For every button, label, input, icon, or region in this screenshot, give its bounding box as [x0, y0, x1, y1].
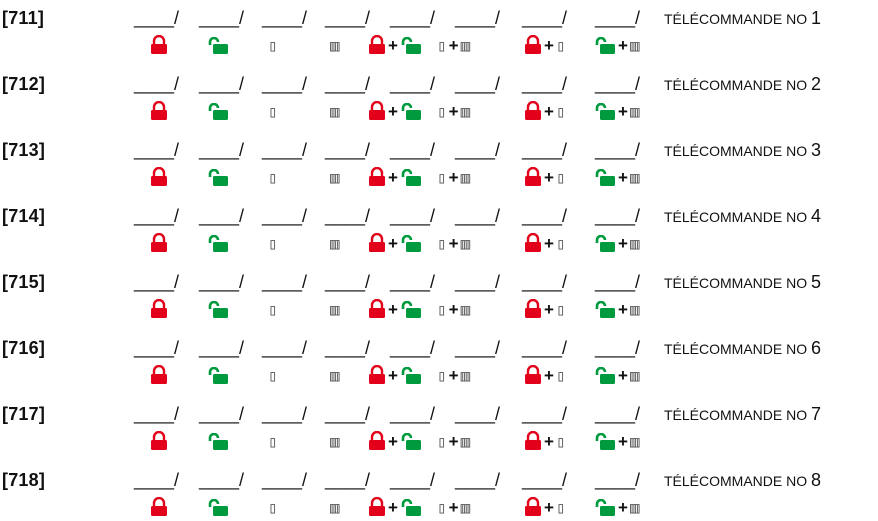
single-bar-icon: ▯	[268, 366, 278, 385]
double-bar-icon: ▥	[330, 498, 340, 517]
remote-label-text: TÉLÉCOMMANDE NO	[664, 11, 808, 27]
section-code: [715]	[2, 272, 46, 292]
single-bar-icon: ▯	[555, 168, 566, 187]
button-combo-7	[524, 166, 566, 186]
single-bar-icon: ▯	[555, 36, 566, 55]
unlock-icon	[594, 37, 616, 54]
remote-row	[0, 206, 878, 256]
unlock-icon	[207, 499, 229, 516]
entry-blank[interactable]: ____/	[522, 206, 568, 226]
plus-sign: +	[544, 36, 554, 55]
double-bar-icon: ▥	[330, 36, 340, 55]
button-combo-7	[524, 430, 566, 450]
remote-number: 5	[811, 272, 822, 292]
section-code: [712]	[2, 74, 46, 94]
plus-sign: +	[388, 498, 398, 517]
single-bar-icon: ▯	[437, 300, 447, 319]
entry-blank[interactable]: ____/	[595, 140, 641, 160]
button-combo-2	[207, 430, 229, 450]
button-combo-5	[368, 364, 422, 384]
button-combo-6	[437, 34, 470, 54]
entry-blank[interactable]: ____/	[199, 206, 245, 226]
section-code: [716]	[2, 338, 46, 358]
double-bar-icon: ▥	[629, 168, 640, 187]
entry-blank[interactable]: ____/	[134, 74, 180, 94]
button-combo-1	[150, 430, 168, 450]
button-combo-8	[594, 364, 640, 384]
double-bar-icon: ▥	[629, 234, 640, 253]
entry-blank[interactable]: ____/	[390, 140, 436, 160]
entry-blank[interactable]: ____/	[262, 206, 308, 226]
button-combo-8	[594, 100, 640, 120]
entry-blank[interactable]: ____/	[390, 206, 436, 226]
section-code: [714]	[2, 206, 46, 226]
plus-sign: +	[388, 432, 398, 451]
button-combo-3	[268, 232, 278, 252]
plus-sign: +	[544, 498, 554, 517]
lock-icon	[150, 35, 168, 54]
button-combo-6	[437, 100, 470, 120]
entry-blank[interactable]: ____/	[522, 470, 568, 490]
lock-icon	[368, 167, 386, 186]
remote-row	[0, 404, 878, 454]
button-combo-8	[594, 430, 640, 450]
unlock-icon	[207, 301, 229, 318]
button-combo-6	[437, 364, 470, 384]
button-combo-2	[207, 496, 229, 516]
plus-sign: +	[544, 300, 554, 319]
button-combo-2	[207, 100, 229, 120]
entry-blank[interactable]: ____/	[390, 404, 436, 424]
single-bar-icon: ▯	[437, 102, 447, 121]
entry-blank[interactable]: ____/	[199, 470, 245, 490]
lock-icon	[524, 497, 542, 516]
plus-sign: +	[448, 300, 459, 319]
section-code: [713]	[2, 140, 46, 160]
button-combo-1	[150, 100, 168, 120]
button-combo-5	[368, 100, 422, 120]
button-combo-5	[368, 298, 422, 318]
single-bar-icon: ▯	[555, 102, 566, 121]
entry-blank[interactable]: ____/	[134, 8, 180, 28]
entry-blank[interactable]: ____/	[262, 404, 308, 424]
double-bar-icon: ▥	[460, 300, 471, 319]
entry-blank[interactable]: ____/	[455, 404, 501, 424]
double-bar-icon: ▥	[629, 432, 640, 451]
single-bar-icon: ▯	[437, 234, 447, 253]
plus-sign: +	[388, 300, 398, 319]
single-bar-icon: ▯	[555, 432, 566, 451]
single-bar-icon: ▯	[268, 36, 278, 55]
double-bar-icon: ▥	[629, 498, 640, 517]
unlock-icon	[207, 433, 229, 450]
entry-blank[interactable]: ____/	[595, 206, 641, 226]
single-bar-icon: ▯	[437, 36, 447, 55]
double-bar-icon: ▥	[460, 36, 471, 55]
lock-icon	[368, 35, 386, 54]
unlock-icon	[594, 235, 616, 252]
single-bar-icon: ▯	[268, 300, 278, 319]
remote-number: 7	[811, 404, 822, 424]
remote-label	[664, 140, 821, 161]
entry-blank[interactable]: ____/	[325, 404, 371, 424]
button-combo-5	[368, 166, 422, 186]
remote-number: 4	[811, 206, 822, 226]
entry-blank[interactable]: ____/	[134, 470, 180, 490]
button-combo-6	[437, 166, 470, 186]
button-combo-8	[594, 496, 640, 516]
entry-blank[interactable]: ____/	[455, 338, 501, 358]
single-bar-icon: ▯	[268, 102, 278, 121]
remote-label-text: TÉLÉCOMMANDE NO	[664, 407, 808, 423]
button-combo-5	[368, 34, 422, 54]
lock-icon	[524, 233, 542, 252]
lock-icon	[368, 101, 386, 120]
button-combo-5	[368, 232, 422, 252]
entry-blank[interactable]: ____/	[390, 74, 436, 94]
button-combo-7	[524, 232, 566, 252]
remote-label	[664, 470, 821, 491]
unlock-icon	[594, 103, 616, 120]
entry-blank[interactable]: ____/	[325, 8, 371, 28]
double-bar-icon: ▥	[629, 102, 640, 121]
entry-blank[interactable]: ____/	[134, 272, 180, 292]
double-bar-icon: ▥	[629, 36, 640, 55]
remote-label	[664, 272, 821, 293]
button-combo-3	[268, 298, 278, 318]
remote-number: 2	[811, 74, 822, 94]
section-code: [711]	[2, 8, 45, 28]
button-combo-8	[594, 232, 640, 252]
lock-icon	[524, 365, 542, 384]
entry-blank[interactable]: ____/	[455, 140, 501, 160]
remote-label	[664, 74, 821, 95]
plus-sign: +	[388, 234, 398, 253]
entry-blank[interactable]: ____/	[262, 338, 308, 358]
button-combo-3	[268, 364, 278, 384]
lock-icon	[150, 101, 168, 120]
button-combo-4	[330, 100, 340, 120]
entry-blank[interactable]: ____/	[325, 470, 371, 490]
plus-sign: +	[388, 366, 398, 385]
remote-label	[664, 206, 821, 227]
entry-blank[interactable]: ____/	[522, 272, 568, 292]
remote-row	[0, 470, 878, 520]
entry-blank[interactable]: ____/	[199, 8, 245, 28]
entry-blank[interactable]: ____/	[595, 404, 641, 424]
button-combo-2	[207, 34, 229, 54]
plus-sign: +	[618, 498, 628, 517]
plus-sign: +	[544, 366, 554, 385]
button-combo-6	[437, 232, 470, 252]
entry-blank[interactable]: ____/	[134, 140, 180, 160]
double-bar-icon: ▥	[330, 234, 340, 253]
single-bar-icon: ▯	[268, 498, 278, 517]
unlock-icon	[400, 235, 422, 252]
lock-icon	[150, 497, 168, 516]
plus-sign: +	[544, 102, 554, 121]
lock-icon	[524, 299, 542, 318]
button-combo-4	[330, 298, 340, 318]
entry-blank[interactable]: ____/	[134, 404, 180, 424]
plus-sign: +	[448, 102, 459, 121]
remote-row	[0, 272, 878, 322]
unlock-icon	[400, 37, 422, 54]
entry-blank[interactable]: ____/	[199, 140, 245, 160]
entry-blank[interactable]: ____/	[199, 404, 245, 424]
entry-blank[interactable]: ____/	[390, 338, 436, 358]
button-combo-7	[524, 298, 566, 318]
unlock-icon	[400, 499, 422, 516]
entry-blank[interactable]: ____/	[325, 140, 371, 160]
entry-blank[interactable]: ____/	[134, 338, 180, 358]
entry-blank[interactable]: ____/	[522, 74, 568, 94]
remote-label-text: TÉLÉCOMMANDE NO	[664, 341, 808, 357]
lock-icon	[368, 299, 386, 318]
double-bar-icon: ▥	[330, 300, 340, 319]
button-combo-2	[207, 232, 229, 252]
entry-blank[interactable]: ____/	[522, 140, 568, 160]
entry-blank[interactable]: ____/	[522, 338, 568, 358]
single-bar-icon: ▯	[437, 432, 447, 451]
button-combo-2	[207, 364, 229, 384]
entry-blank[interactable]: ____/	[262, 272, 308, 292]
entry-blank[interactable]: ____/	[262, 470, 308, 490]
entry-blank[interactable]: ____/	[262, 140, 308, 160]
plus-sign: +	[388, 168, 398, 187]
entry-blank[interactable]: ____/	[325, 272, 371, 292]
remote-label-text: TÉLÉCOMMANDE NO	[664, 209, 808, 225]
button-combo-3	[268, 100, 278, 120]
lock-icon	[150, 431, 168, 450]
section-code: [718]	[2, 470, 46, 490]
single-bar-icon: ▯	[268, 168, 278, 187]
lock-icon	[150, 233, 168, 252]
button-combo-1	[150, 364, 168, 384]
button-combo-6	[437, 496, 470, 516]
unlock-icon	[207, 235, 229, 252]
single-bar-icon: ▯	[437, 366, 447, 385]
plus-sign: +	[618, 168, 628, 187]
single-bar-icon: ▯	[555, 366, 566, 385]
entry-blank[interactable]: ____/	[199, 272, 245, 292]
lock-icon	[368, 233, 386, 252]
double-bar-icon: ▥	[330, 168, 340, 187]
button-combo-3	[268, 166, 278, 186]
entry-blank[interactable]: ____/	[522, 404, 568, 424]
unlock-icon	[207, 37, 229, 54]
double-bar-icon: ▥	[460, 498, 471, 517]
double-bar-icon: ▥	[330, 432, 340, 451]
entry-blank[interactable]: ____/	[595, 74, 641, 94]
double-bar-icon: ▥	[330, 102, 340, 121]
unlock-icon	[594, 367, 616, 384]
entry-blank[interactable]: ____/	[134, 206, 180, 226]
lock-icon	[150, 365, 168, 384]
remote-row	[0, 338, 878, 388]
single-bar-icon: ▯	[268, 432, 278, 451]
plus-sign: +	[618, 300, 628, 319]
button-combo-5	[368, 496, 422, 516]
double-bar-icon: ▥	[629, 300, 640, 319]
entry-blank[interactable]: ____/	[390, 272, 436, 292]
entry-blank[interactable]: ____/	[262, 8, 308, 28]
button-combo-1	[150, 298, 168, 318]
remote-row	[0, 74, 878, 124]
entry-blank[interactable]: ____/	[455, 470, 501, 490]
entry-blank[interactable]: ____/	[455, 272, 501, 292]
button-combo-1	[150, 166, 168, 186]
entry-blank[interactable]: ____/	[325, 74, 371, 94]
single-bar-icon: ▯	[555, 234, 566, 253]
remote-number: 1	[811, 8, 822, 28]
lock-icon	[524, 35, 542, 54]
entry-blank[interactable]: ____/	[262, 74, 308, 94]
button-combo-1	[150, 232, 168, 252]
single-bar-icon: ▯	[555, 498, 566, 517]
button-combo-4	[330, 166, 340, 186]
double-bar-icon: ▥	[460, 366, 471, 385]
lock-icon	[368, 497, 386, 516]
unlock-icon	[594, 169, 616, 186]
single-bar-icon: ▯	[268, 234, 278, 253]
single-bar-icon: ▯	[555, 300, 566, 319]
plus-sign: +	[544, 168, 554, 187]
lock-icon	[524, 101, 542, 120]
unlock-icon	[400, 301, 422, 318]
button-combo-4	[330, 430, 340, 450]
plus-sign: +	[448, 168, 459, 187]
lock-icon	[368, 431, 386, 450]
plus-sign: +	[448, 36, 459, 55]
button-combo-4	[330, 34, 340, 54]
plus-sign: +	[618, 432, 628, 451]
entry-blank[interactable]: ____/	[595, 8, 641, 28]
button-combo-6	[437, 430, 470, 450]
button-combo-3	[268, 430, 278, 450]
button-combo-7	[524, 100, 566, 120]
plus-sign: +	[544, 234, 554, 253]
entry-blank[interactable]: ____/	[522, 8, 568, 28]
double-bar-icon: ▥	[330, 366, 340, 385]
remote-label-text: TÉLÉCOMMANDE NO	[664, 275, 808, 291]
double-bar-icon: ▥	[460, 168, 471, 187]
unlock-icon	[400, 103, 422, 120]
single-bar-icon: ▯	[437, 498, 447, 517]
remote-row	[0, 140, 878, 190]
lock-icon	[524, 167, 542, 186]
button-combo-3	[268, 496, 278, 516]
unlock-icon	[207, 103, 229, 120]
double-bar-icon: ▥	[460, 234, 471, 253]
plus-sign: +	[448, 234, 459, 253]
remote-label-text: TÉLÉCOMMANDE NO	[664, 143, 808, 159]
lock-icon	[150, 299, 168, 318]
button-combo-4	[330, 496, 340, 516]
remote-number: 6	[811, 338, 822, 358]
button-combo-2	[207, 166, 229, 186]
entry-blank[interactable]: ____/	[455, 206, 501, 226]
button-combo-6	[437, 298, 470, 318]
double-bar-icon: ▥	[629, 366, 640, 385]
button-combo-1	[150, 496, 168, 516]
remote-row	[0, 8, 878, 58]
entry-blank[interactable]: ____/	[455, 74, 501, 94]
entry-blank[interactable]: ____/	[595, 470, 641, 490]
remote-label-text: TÉLÉCOMMANDE NO	[664, 473, 808, 489]
plus-sign: +	[388, 102, 398, 121]
remote-label	[664, 338, 821, 359]
plus-sign: +	[448, 366, 459, 385]
button-combo-3	[268, 34, 278, 54]
entry-blank[interactable]: ____/	[595, 272, 641, 292]
unlock-icon	[594, 301, 616, 318]
entry-blank[interactable]: ____/	[325, 206, 371, 226]
button-combo-2	[207, 298, 229, 318]
double-bar-icon: ▥	[460, 432, 471, 451]
remote-label	[664, 8, 821, 29]
entry-blank[interactable]: ____/	[595, 338, 641, 358]
entry-blank[interactable]: ____/	[199, 74, 245, 94]
single-bar-icon: ▯	[437, 168, 447, 187]
lock-icon	[524, 431, 542, 450]
unlock-icon	[594, 433, 616, 450]
button-combo-8	[594, 166, 640, 186]
unlock-icon	[594, 499, 616, 516]
entry-blank[interactable]: ____/	[455, 8, 501, 28]
button-combo-8	[594, 298, 640, 318]
lock-icon	[150, 167, 168, 186]
entry-blank[interactable]: ____/	[390, 8, 436, 28]
plus-sign: +	[618, 234, 628, 253]
remote-number: 3	[811, 140, 822, 160]
double-bar-icon: ▥	[460, 102, 471, 121]
plus-sign: +	[618, 36, 628, 55]
button-combo-1	[150, 34, 168, 54]
remote-label-text: TÉLÉCOMMANDE NO	[664, 77, 808, 93]
unlock-icon	[207, 169, 229, 186]
unlock-icon	[400, 169, 422, 186]
plus-sign: +	[448, 432, 459, 451]
unlock-icon	[207, 367, 229, 384]
unlock-icon	[400, 367, 422, 384]
plus-sign: +	[618, 102, 628, 121]
button-combo-4	[330, 364, 340, 384]
button-combo-4	[330, 232, 340, 252]
remote-number: 8	[811, 470, 822, 490]
plus-sign: +	[448, 498, 459, 517]
button-combo-5	[368, 430, 422, 450]
button-combo-7	[524, 364, 566, 384]
button-combo-8	[594, 34, 640, 54]
plus-sign: +	[388, 36, 398, 55]
plus-sign: +	[618, 366, 628, 385]
button-combo-7	[524, 34, 566, 54]
entry-blank[interactable]: ____/	[390, 470, 436, 490]
lock-icon	[368, 365, 386, 384]
button-combo-7	[524, 496, 566, 516]
remote-label	[664, 404, 821, 425]
section-code: [717]	[2, 404, 46, 424]
plus-sign: +	[544, 432, 554, 451]
unlock-icon	[400, 433, 422, 450]
entry-blank[interactable]: ____/	[199, 338, 245, 358]
entry-blank[interactable]: ____/	[325, 338, 371, 358]
